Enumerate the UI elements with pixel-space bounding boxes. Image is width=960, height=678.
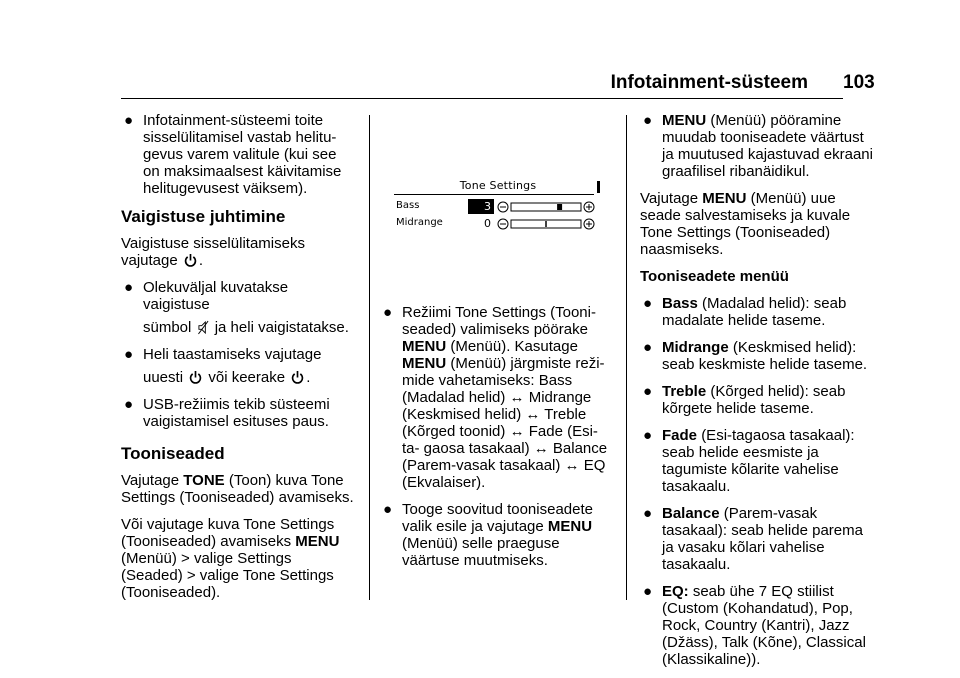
display-title: Tone Settings bbox=[459, 179, 537, 192]
list-item: ● EQ: seab ühe 7 EQ stiilist (Custom (Kohandatud), Pop, Rock, Country (Kantri), Jazz (Džäss), Talk (Kõne), Classical (Klassikaline)). bbox=[643, 583, 866, 668]
display-divider bbox=[394, 194, 594, 195]
column-divider-2 bbox=[626, 115, 627, 600]
tone-settings-display bbox=[394, 178, 602, 234]
mute-icon bbox=[198, 320, 209, 335]
header-rule bbox=[121, 98, 843, 99]
list-item: ● Heli taastamiseks vajutage uuesti või keerake . bbox=[124, 346, 322, 386]
tone-slider bbox=[496, 200, 596, 214]
paragraph: Vaigistuse sisselülitamiseks vajutage . bbox=[121, 235, 305, 269]
list-item: ● Tooge soovitud tooniseadete valik esile ja vajutage MENU (Menüü) selle praeguse väärtuse muutmiseks. bbox=[383, 501, 593, 569]
tone-row-midrange bbox=[396, 216, 596, 232]
list-item: ● MENU (Menüü) pööramine muudab tooniseadete väärtust ja muutused kajastuvad ekraani graafilisel ribanäidikul. bbox=[643, 112, 873, 180]
power-knob-icon bbox=[291, 370, 304, 385]
tone-slider bbox=[496, 217, 596, 231]
list-item: ● Infotainment-süsteemi toite sisselülitamisel vastab helitu- gevus varem valitule (kui see on maksimaalsest käivitamise helitugevusest väiksem). bbox=[124, 112, 342, 197]
tone-label: Bass bbox=[396, 200, 420, 211]
bullet-mark: ● bbox=[124, 112, 134, 129]
power-icon bbox=[189, 370, 202, 385]
list-item: ● Režiimi Tone Settings (Tooni- seaded) valimiseks pöörake MENU (Menüü). Kasutage MENU (Menüü) järgmiste reži- mide vahetamiseks: Bass (Madalad helid) ↔ Midrange (Keskmised helid) ↔ Treble (Kõrged toonid) ↔ Fade (Esi-ta- gaosa tasakaal) ↔ Balance (Parem-vasak tasakaal) ↔ EQ (Ekvalaiser). bbox=[383, 304, 608, 491]
paragraph: Või vajutage kuva Tone Settings (Tooniseaded) avamiseks MENU (Menüü) > valige Settings (Seaded) > valige Tone Settings (Tooniseaded). bbox=[121, 516, 340, 601]
tone-label: Midrange bbox=[396, 217, 443, 228]
column-1 bbox=[121, 112, 356, 611]
list-item: ● Midrange (Keskmised helid): seab keskmiste helide taseme. bbox=[643, 339, 868, 373]
tone-value-selected: 3 bbox=[468, 199, 494, 214]
tone-menu-heading: Tooniseadete menüü bbox=[640, 268, 789, 285]
page-number: 103 bbox=[843, 72, 875, 93]
paragraph: Vajutage MENU (Menüü) uue seade salvestamiseks ja kuvale Tone Settings (Tooniseaded) naasmiseks. bbox=[640, 190, 851, 258]
list-item: ● Treble (Kõrged helid): seab kõrgete helide taseme. bbox=[643, 383, 846, 417]
heading-volume: Vaigistuse juhtimine bbox=[121, 207, 286, 226]
column-2 bbox=[380, 304, 615, 579]
list-item: ● Balance (Parem-vasak tasakaal): seab helide parema ja vasaku kõlari vahelise tasakaalu. bbox=[643, 505, 863, 573]
section-title: Infotainment-süsteem bbox=[610, 72, 808, 93]
tone-value: 0 bbox=[484, 217, 491, 230]
tone-row-bass bbox=[396, 199, 596, 215]
heading-tone: Tooniseaded bbox=[121, 444, 225, 463]
list-item: ● Bass (Madalad helid): seab madalate helide taseme. bbox=[643, 295, 847, 329]
column-3 bbox=[640, 112, 875, 678]
list-item: ● Olekuväljal kuvatakse vaigistuse sümbol ja heli vaigistatakse. bbox=[124, 279, 349, 336]
paragraph: Vajutage TONE (Toon) kuva Tone Settings (Tooniseaded) avamiseks. bbox=[121, 472, 354, 506]
list-item: ● Fade (Esi-tagaosa tasakaal): seab helide eesmiste ja tagumiste kõlarite vahelise tasakaalu. bbox=[643, 427, 855, 495]
column-divider-1 bbox=[369, 115, 370, 600]
list-item: ● USB-režiimis tekib süsteemi vaigistamisel esituses paus. bbox=[124, 396, 330, 430]
scrollbar bbox=[597, 181, 600, 193]
power-icon bbox=[184, 253, 197, 268]
